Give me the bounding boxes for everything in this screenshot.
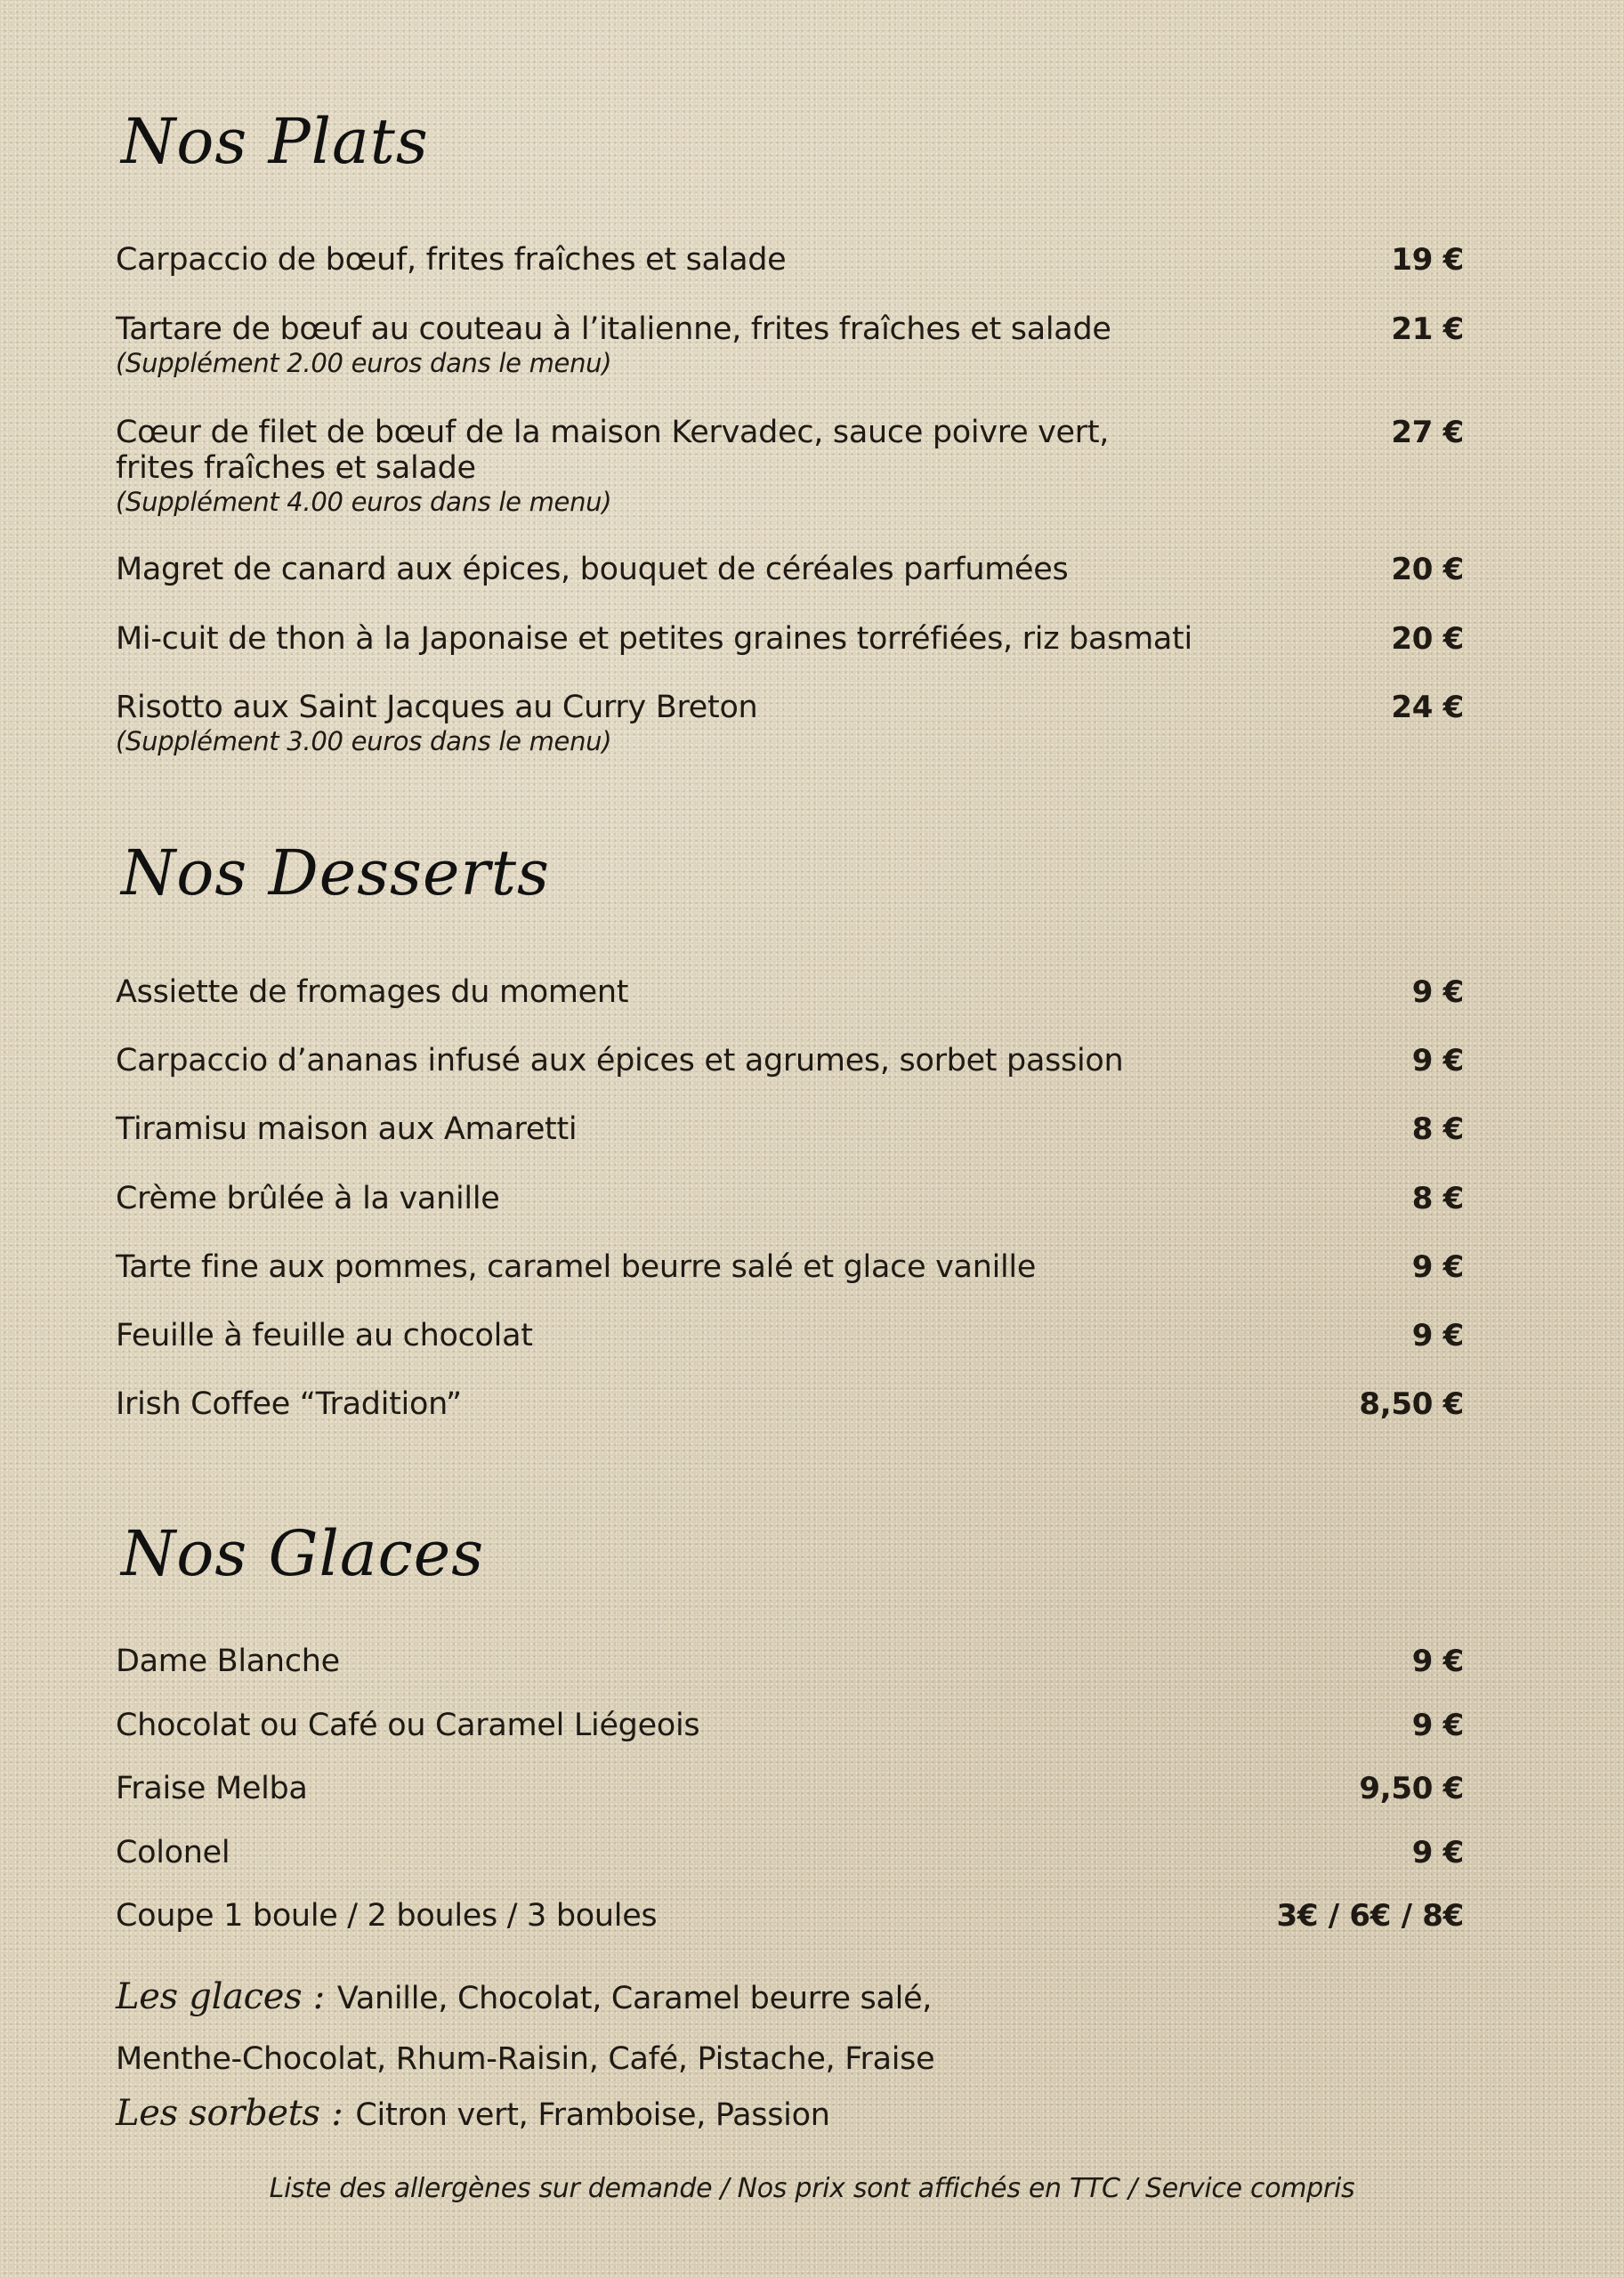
menu-item <box>116 690 1464 757</box>
section-title-desserts: Nos Desserts <box>121 836 550 909</box>
ice-cream-flavors <box>116 1976 933 2017</box>
menu-item <box>116 1708 1464 1743</box>
sorbets-text: Citron vert, Framboise, Passion <box>355 2097 830 2133</box>
menu-item <box>116 1111 1464 1147</box>
item-price: 9 € <box>1411 1708 1464 1743</box>
menu-item <box>116 1644 1464 1679</box>
item-name: Crème brûlée à la vanille <box>116 1181 500 1216</box>
item-note: (Supplément 2.00 euros dans le menu) <box>116 348 612 378</box>
item-price: 24 € <box>1391 690 1464 725</box>
item-price: 9 € <box>1411 1043 1464 1078</box>
item-note: (Supplément 3.00 euros dans le menu) <box>116 726 612 756</box>
menu-item <box>116 974 1464 1010</box>
item-price: 9 € <box>1411 1318 1464 1353</box>
sorbets-label: Les sorbets : <box>116 2093 343 2134</box>
item-name: Coupe 1 boule / 2 boules / 3 boules <box>116 1898 658 1934</box>
menu-item <box>116 552 1464 587</box>
item-price: 9 € <box>1411 974 1464 1010</box>
item-name: Irish Coffee “Tradition” <box>116 1386 462 1422</box>
item-note: (Supplément 4.00 euros dans le menu) <box>116 487 612 517</box>
item-price: 8,50 € <box>1359 1386 1464 1422</box>
item-name: Mi-cuit de thon à la Japonaise et petites graines torréfiées, riz basmati <box>116 621 1192 657</box>
menu-item <box>116 311 1464 379</box>
menu-item <box>116 1898 1464 1934</box>
item-name: Feuille à feuille au chocolat <box>116 1318 533 1353</box>
menu-item <box>116 415 1464 518</box>
item-name: Fraise Melba <box>116 1771 308 1806</box>
item-price: 21 € <box>1391 311 1464 347</box>
item-name: Carpaccio d’ananas infusé aux épices et agrumes, sorbet passion <box>116 1043 1124 1078</box>
item-price: 8 € <box>1411 1181 1464 1216</box>
item-price: 9 € <box>1411 1249 1464 1285</box>
menu-item <box>116 1386 1464 1422</box>
flavors-line2: Menthe-Chocolat, Rhum-Raisin, Café, Pistache, Fraise <box>116 2041 935 2077</box>
ice-cream-flavors-continued <box>116 2041 934 2077</box>
menu-item <box>116 1249 1464 1285</box>
menu-item <box>116 1835 1464 1870</box>
item-price: 3€ / 6€ / 8€ <box>1276 1898 1464 1934</box>
item-name: Chocolat ou Café ou Caramel Liégeois <box>116 1708 700 1743</box>
item-name: Dame Blanche <box>116 1644 340 1679</box>
item-price: 8 € <box>1411 1111 1464 1147</box>
menu-item <box>116 242 1464 278</box>
item-name: Tarte fine aux pommes, caramel beurre salé et glace vanille <box>116 1249 1037 1285</box>
item-price: 27 € <box>1391 415 1464 450</box>
item-name: Carpaccio de bœuf, frites fraîches et salade <box>116 242 787 278</box>
item-price: 9 € <box>1411 1644 1464 1679</box>
sorbet-flavors <box>116 2093 830 2134</box>
item-name-line2: frites fraîches et salade <box>116 450 476 486</box>
item-price: 20 € <box>1391 552 1464 587</box>
section-title-plats: Nos Plats <box>121 105 429 178</box>
flavors-line1: Vanille, Chocolat, Caramel beurre salé, <box>336 1981 933 2016</box>
item-price: 20 € <box>1391 621 1464 657</box>
item-name: Tiramisu maison aux Amaretti <box>116 1111 578 1147</box>
section-title-glaces: Nos Glaces <box>121 1517 485 1590</box>
item-name: Assiette de fromages du moment <box>116 974 629 1010</box>
item-name: Magret de canard aux épices, bouquet de céréales parfumées <box>116 552 1069 587</box>
flavors-label: Les glaces : <box>116 1976 325 2017</box>
item-price: 9,50 € <box>1359 1771 1464 1806</box>
menu-item <box>116 1181 1464 1216</box>
menu-item <box>116 1771 1464 1806</box>
item-price: 9 € <box>1411 1835 1464 1870</box>
menu-item <box>116 1043 1464 1078</box>
item-name: Risotto aux Saint Jacques au Curry Breton <box>116 690 758 725</box>
item-name-line1: Cœur de filet de bœuf de la maison Kervadec, sauce poivre vert, <box>116 415 1110 450</box>
menu-item <box>116 1318 1464 1353</box>
item-price: 19 € <box>1391 242 1464 278</box>
item-name: Tartare de bœuf au couteau à l’italienne, frites fraîches et salade <box>116 311 1111 347</box>
menu-item <box>116 621 1464 657</box>
item-name: Colonel <box>116 1835 230 1870</box>
footer-note: Liste des allergènes sur demande / Nos prix sont affichés en TTC / Service compris <box>269 2173 1355 2204</box>
